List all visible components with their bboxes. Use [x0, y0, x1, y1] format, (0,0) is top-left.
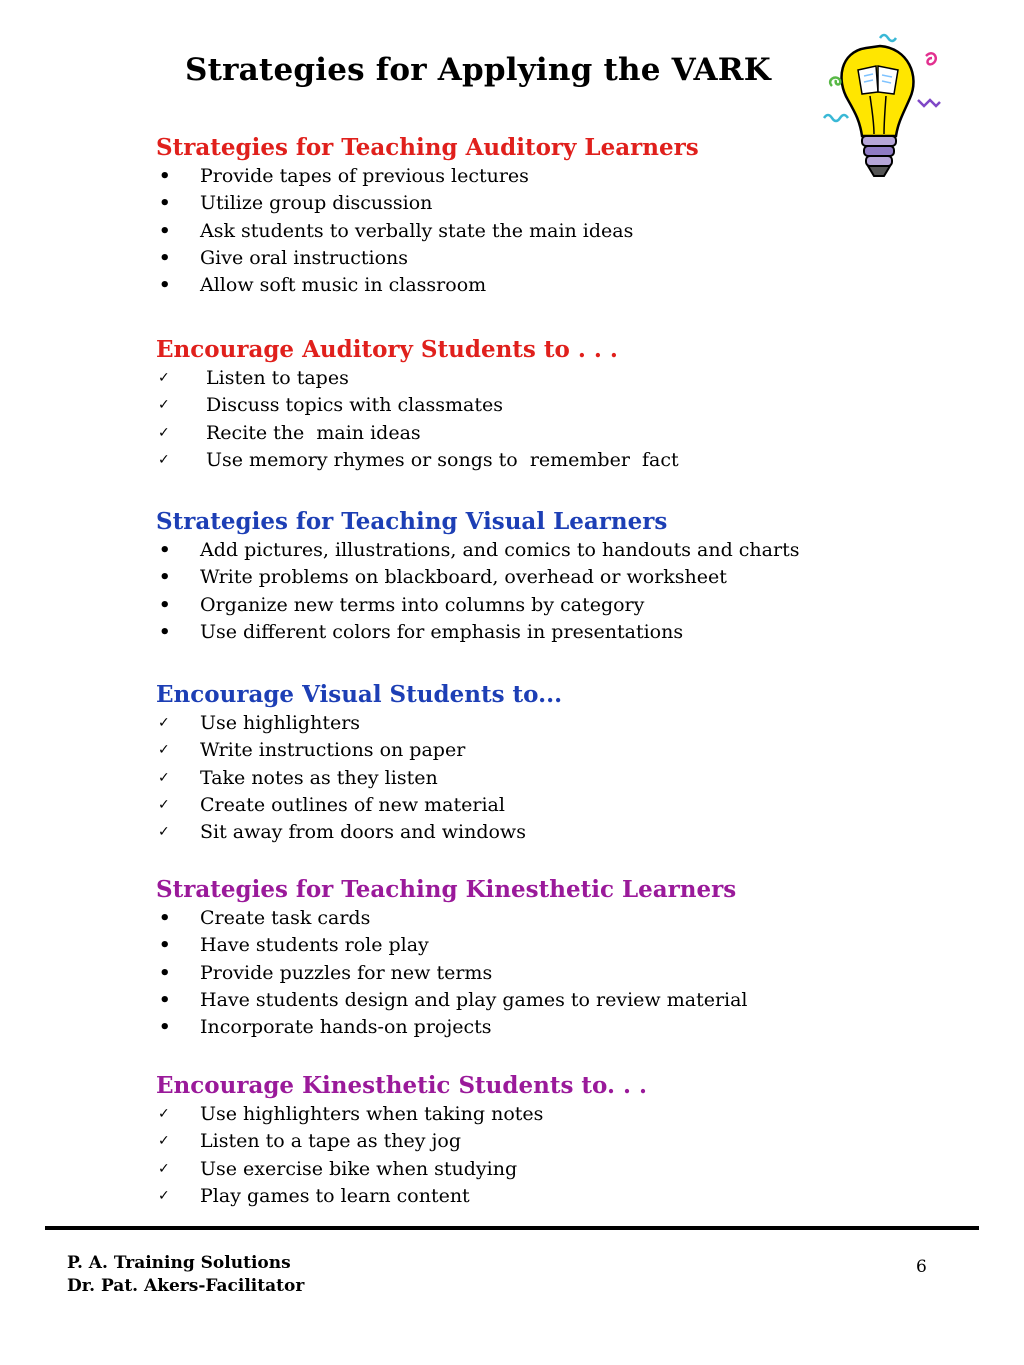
section-heading: Strategies for Teaching Visual Learners: [156, 508, 668, 535]
bullet-icon: •: [159, 1017, 171, 1039]
checkmark-icon: ✓: [158, 824, 170, 841]
section-heading: Encourage Auditory Students to . . .: [156, 336, 618, 363]
list-item: • Add pictures, illustrations, and comics to handouts and charts: [156, 537, 976, 564]
list-item: ✓ Use memory rhymes or songs to remember fact: [156, 447, 976, 474]
list-item: • Utilize group discussion: [156, 190, 976, 217]
section-auditory-strategies: [156, 134, 976, 299]
list-item: ✓ Use highlighters: [156, 710, 976, 737]
section-heading: Encourage Visual Students to...: [156, 681, 563, 708]
section-auditory-encourage: [156, 336, 976, 474]
list-item: ✓ Play games to learn content: [156, 1183, 976, 1210]
bullet-icon: •: [159, 247, 171, 269]
section-kinesthetic-encourage: [156, 1072, 976, 1210]
list-item: • Provide tapes of previous lectures: [156, 163, 976, 190]
list-item: ✓ Listen to a tape as they jog: [156, 1128, 976, 1155]
bullet-icon: •: [159, 193, 171, 215]
bullet-icon: •: [159, 567, 171, 589]
footer-facilitator: Dr. Pat. Akers-Facilitator: [67, 1276, 305, 1296]
section-visual-encourage: [156, 681, 976, 846]
bullet-icon: •: [159, 166, 171, 187]
list-item: • Organize new terms into columns by category: [156, 592, 976, 619]
checkmark-icon: ✓: [158, 1187, 170, 1204]
checkmark-icon: ✓: [158, 715, 170, 731]
section-visual-strategies: [156, 508, 976, 646]
section-heading: Strategies for Teaching Kinesthetic Learners: [156, 876, 737, 903]
checkmark-icon: ✓: [158, 796, 170, 813]
footer-org: P. A. Training Solutions: [67, 1253, 291, 1273]
list-item: • Write problems on blackboard, overhead or worksheet: [156, 564, 976, 591]
bullet-icon: •: [159, 540, 171, 561]
list-item: ✓ Use highlighters when taking notes: [156, 1101, 976, 1128]
list-item: • Ask students to verbally state the main ideas: [156, 218, 976, 245]
checkmark-icon: ✓: [158, 370, 170, 386]
bullet-icon: •: [159, 935, 171, 957]
list-item: ✓ Create outlines of new material: [156, 792, 976, 819]
section-heading: Encourage Kinesthetic Students to. . .: [156, 1072, 648, 1099]
list-item: ✓ Take notes as they listen: [156, 765, 976, 792]
checkmark-icon: ✓: [158, 397, 170, 414]
list-item: • Create task cards: [156, 905, 976, 932]
list-item: ✓ Recite the main ideas: [156, 420, 976, 447]
checkmark-icon: ✓: [158, 1133, 170, 1150]
checkmark-icon: ✓: [158, 451, 170, 468]
bullet-icon: •: [159, 220, 171, 242]
checkmark-icon: ✓: [158, 424, 170, 441]
list-item: • Give oral instructions: [156, 245, 976, 272]
footer-credits: [67, 1252, 304, 1298]
list-item: ✓ Discuss topics with classmates: [156, 392, 976, 419]
list-item: ✓ Sit away from doors and windows: [156, 819, 976, 846]
bullet-icon: •: [159, 962, 171, 984]
bullet-icon: •: [159, 621, 171, 643]
list-item: • Have students role play: [156, 932, 976, 959]
list-item: • Incorporate hands-on projects: [156, 1014, 976, 1041]
list-item: • Use different colors for emphasis in presentations: [156, 619, 976, 646]
list-item: ✓ Write instructions on paper: [156, 737, 976, 764]
section-heading: Strategies for Teaching Auditory Learners: [156, 134, 699, 161]
list-item: • Provide puzzles for new terms: [156, 960, 976, 987]
list-item: ✓ Listen to tapes: [156, 365, 976, 392]
footer-divider: [45, 1226, 979, 1230]
checkmark-icon: ✓: [158, 769, 170, 786]
section-kinesthetic-strategies: [156, 876, 976, 1041]
list-item: • Have students design and play games to review material: [156, 987, 976, 1014]
bullet-icon: •: [159, 908, 171, 929]
bullet-icon: •: [159, 594, 171, 616]
checkmark-icon: ✓: [158, 1106, 170, 1122]
checkmark-icon: ✓: [158, 1160, 170, 1177]
bullet-icon: •: [159, 275, 171, 297]
list-item: • Allow soft music in classroom: [156, 272, 976, 299]
page-number: 6: [916, 1257, 927, 1277]
bullet-icon: •: [159, 989, 171, 1011]
list-item: ✓ Use exercise bike when studying: [156, 1156, 976, 1183]
checkmark-icon: ✓: [158, 742, 170, 759]
page-title: Strategies for Applying the VARK: [185, 52, 771, 88]
